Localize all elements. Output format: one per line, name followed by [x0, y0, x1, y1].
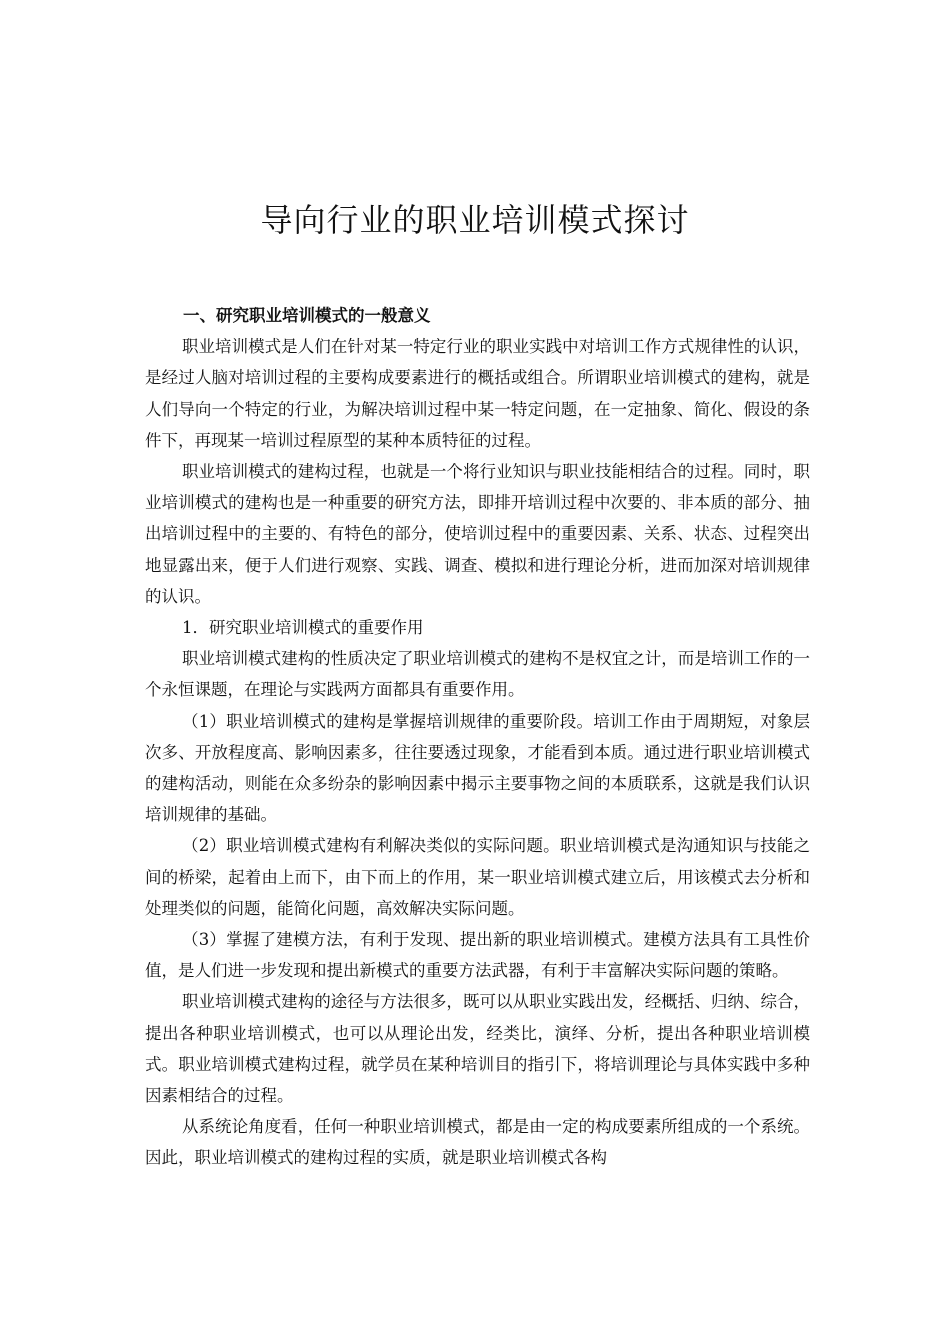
paragraph: 从系统论角度看，任何一种职业培训模式，都是由一定的构成要素所组成的一个系统。因此，职业培训模式的建构过程的实质，就是职业培训模式各构	[145, 1117, 810, 1168]
paragraph: 职业培训模式建构的途径与方法很多，既可以从职业实践出发，经概括、归纳、综合，提出各种职业培训模式，也可以从理论出发，经类比，演绎、分析，提出各种职业培训模式。职业培训模式建构过程，就学员在某种培训目的指引下，将培训理论与具体实践中多种因素相结合的过程。	[145, 992, 810, 1106]
list-item: （3）掌握了建模方法，有利于发现、提出新的职业培训模式。建模方法具有工具性价值，是人们进一步发现和提出新模式的重要方法武器，有利于丰富解决实际问题的策略。	[145, 930, 810, 981]
paragraph: 职业培训模式是人们在针对某一特定行业的职业实践中对培训工作方式规律性的认识，是经过人脑对培训过程的主要构成要素进行的概括或组合。所谓职业培训模式的建构，就是人们导向一个特定的行业，为解决培训过程中某一特定问题，在一定抽象、简化、假设的条件下，再现某一培训过程原型的某种本质特征的过程。	[145, 337, 810, 450]
section-heading: 一、研究职业培训模式的一般意义	[183, 306, 431, 325]
document-title: 导向行业的职业培训模式探讨	[260, 201, 690, 239]
paragraph: 职业培训模式建构的性质决定了职业培训模式的建构不是权宜之计，而是培训工作的一个永恒课题，在理论与实践两方面都具有重要作用。	[145, 649, 810, 700]
list-item: （2）职业培训模式建构有利解决类似的实际问题。职业培训模式是沟通知识与技能之间的桥梁，起着由上而下，由下而上的作用，某一职业培训模式建立后，用该模式去分析和处理类似的问题，能简化问题，高效解决实际问题。	[145, 836, 810, 918]
document-body	[145, 300, 810, 1174]
list-item: （1）职业培训模式的建构是掌握培训规律的重要阶段。培训工作由于周期短，对象层次多、开放程度高、影响因素多，往往要透过现象，才能看到本质。通过进行职业培训模式的建构活动，则能在众多纷杂的影响因素中揭示主要事物之间的本质联系，这就是我们认识培训规律的基础。	[145, 711, 810, 825]
subsection-heading: 1．研究职业培训模式的重要作用	[182, 618, 424, 638]
paragraph: 职业培训模式的建构过程，也就是一个将行业知识与职业技能相结合的过程。同时，职业培训模式的建构也是一种重要的研究方法，即排开培训过程中次要的、非本质的部分、抽出培训过程中的主要的、有特色的部分，使培训过程中的重要因素、关系、状态、过程突出地显露出来，便于人们进行观察、实践、调查、模拟和进行理论分析，进而加深对培训规律的认识。	[145, 462, 810, 606]
